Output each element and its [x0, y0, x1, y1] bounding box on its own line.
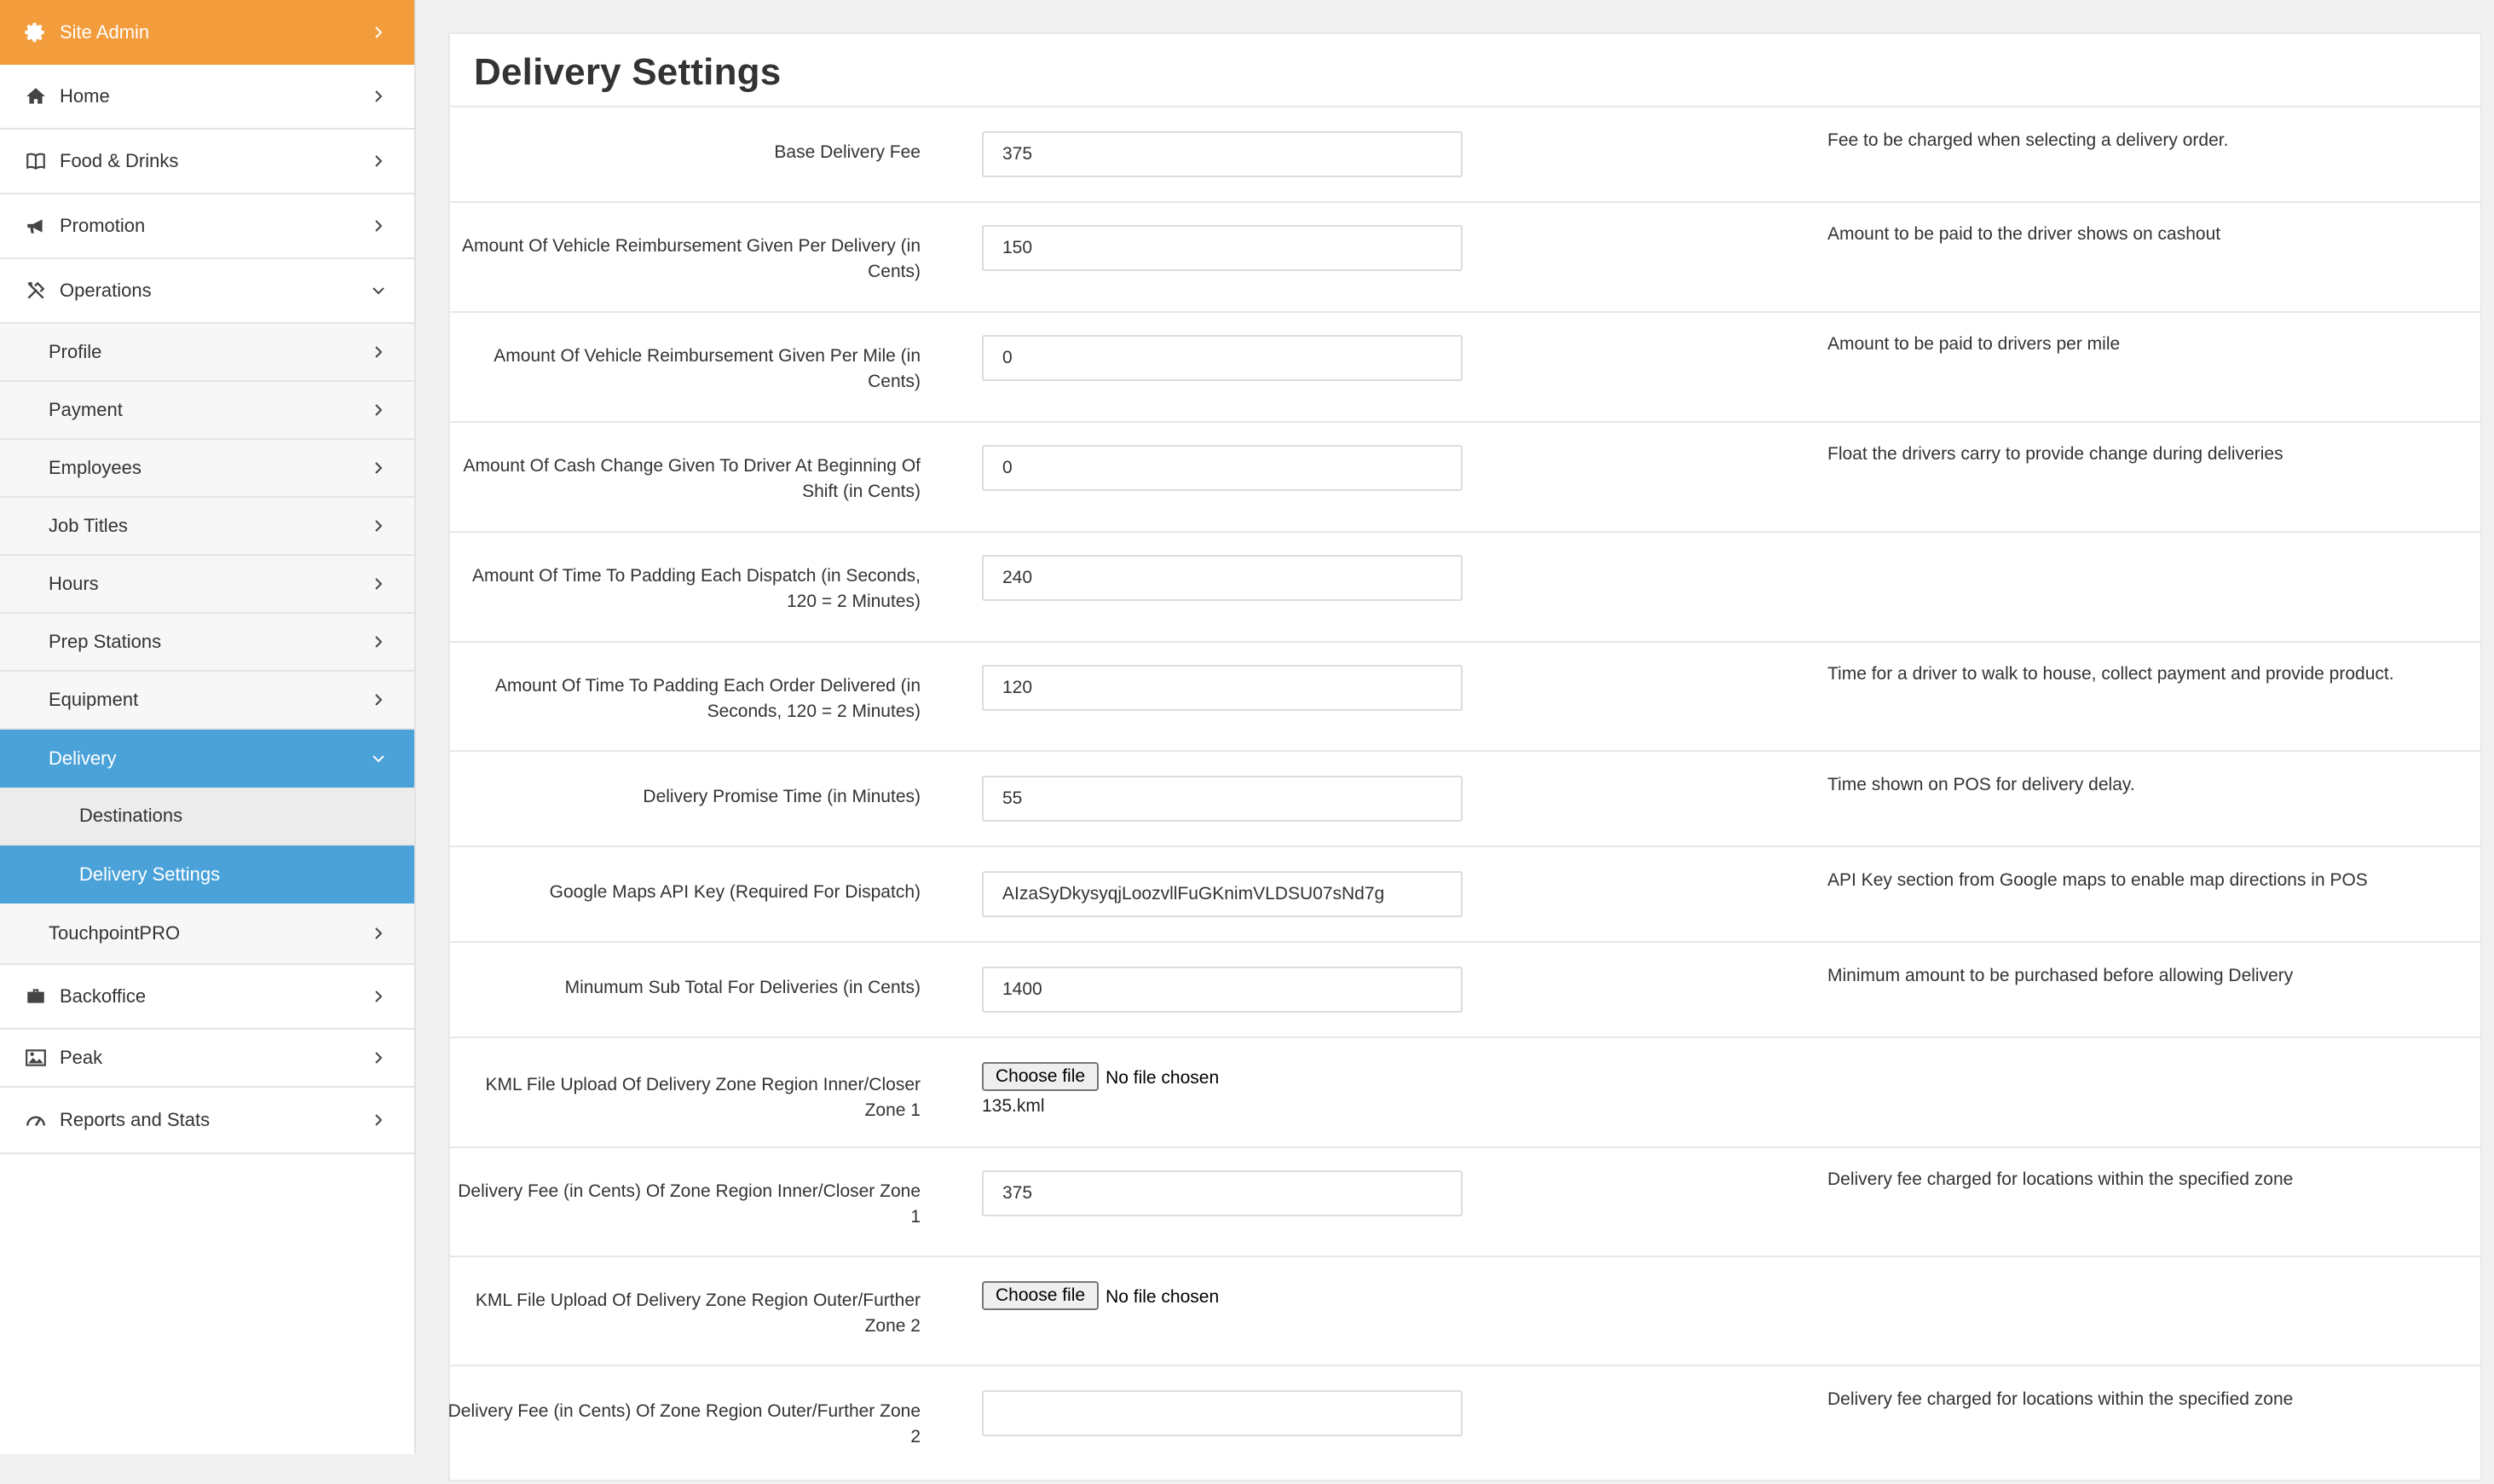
sidebar-item-label: Hours [49, 573, 99, 594]
sidebar-item-hours[interactable] [0, 556, 414, 614]
choose-file-button[interactable]: Choose file [982, 1062, 1099, 1091]
chevron-right-icon [368, 923, 389, 944]
file-upload-zone-1 [982, 1062, 1219, 1117]
sidebar-item-label: Backoffice [60, 985, 147, 1007]
megaphone-icon [24, 214, 48, 238]
chevron-right-icon [368, 400, 389, 420]
sidebar-item-label: Peak [60, 1047, 103, 1068]
sidebar-item-label: Destinations [79, 805, 183, 826]
vehicle-reimbursement-mile-input[interactable] [982, 335, 1463, 381]
sidebar-item-home[interactable] [0, 65, 414, 130]
setting-label: Amount Of Vehicle Reimbursement Given Per Mile (in Cents) [494, 346, 921, 391]
setting-help: API Key section from Google maps to enable map directions in POS [1827, 870, 2368, 890]
setting-row-zone-2-fee [447, 1365, 2480, 1484]
setting-label: Amount Of Cash Change Given To Driver At Beginning Of Shift (in Cents) [463, 456, 921, 501]
file-status: No file chosen [1106, 1067, 1220, 1088]
chevron-right-icon [368, 1048, 389, 1068]
setting-help: Minimum amount to be purchased before allowing Delivery [1827, 966, 2294, 985]
setting-label: Amount Of Time To Padding Each Dispatch (in Seconds, 120 = 2 Minutes) [471, 566, 921, 611]
setting-row-kml-zone-1 [450, 1036, 2480, 1146]
setting-help: Delivery fee charged for locations within the specified zone [1827, 1389, 2294, 1409]
setting-help: Amount to be paid to the driver shows on cashout [1827, 224, 2221, 244]
setting-label: Amount Of Time To Padding Each Order Delivered (in Seconds, 120 = 2 Minutes) [494, 676, 921, 721]
setting-label: Minumum Sub Total For Deliveries (in Cents) [564, 978, 921, 997]
chevron-down-icon [368, 280, 389, 301]
chevron-right-icon [368, 690, 389, 710]
sidebar-item-peak[interactable] [0, 1030, 414, 1088]
vehicle-reimbursement-delivery-input[interactable] [982, 225, 1463, 271]
sidebar-item-prep-stations[interactable] [0, 614, 414, 672]
setting-label: KML File Upload Of Delivery Zone Region Inner/Closer Zone 1 [485, 1075, 921, 1120]
setting-row-vehicle-reimbursement-delivery [450, 201, 2480, 311]
setting-label: Google Maps API Key (Required For Dispatch) [549, 882, 921, 902]
sidebar-item-job-titles[interactable] [0, 498, 414, 556]
sidebar-item-label: Site Admin [60, 21, 150, 43]
chevron-right-icon [368, 1110, 389, 1130]
setting-help: Amount to be paid to drivers per mile [1827, 334, 2121, 354]
dispatch-padding-input[interactable] [982, 555, 1463, 601]
file-upload-zone-2 [982, 1281, 1219, 1310]
sidebar-item-food-drinks[interactable] [0, 130, 414, 194]
setting-row-vehicle-reimbursement-mile [450, 311, 2480, 421]
setting-help: Delivery fee charged for locations within the specified zone [1827, 1169, 2294, 1189]
promise-time-input[interactable] [982, 776, 1463, 822]
setting-label: Delivery Fee (in Cents) Of Zone Region Inner/Closer Zone 1 [458, 1181, 921, 1227]
sidebar-item-label: Food & Drinks [60, 150, 179, 171]
sidebar-item-label: Promotion [60, 215, 146, 236]
sidebar-item-label: Job Titles [49, 515, 128, 536]
setting-label: Base Delivery Fee [774, 142, 921, 162]
sidebar-item-equipment[interactable] [0, 672, 414, 730]
setting-row-order-padding [450, 641, 2480, 750]
sidebar-item-employees[interactable] [0, 440, 414, 498]
sidebar-item-label: Delivery [49, 748, 117, 769]
setting-help: Time for a driver to walk to house, collect payment and provide product. [1827, 664, 2394, 684]
sidebar-item-label: Profile [49, 341, 102, 362]
setting-row-kml-zone-2 [450, 1256, 2480, 1365]
order-padding-input[interactable] [982, 665, 1463, 711]
base-delivery-fee-input[interactable] [982, 131, 1463, 177]
chevron-right-icon [368, 86, 389, 107]
sidebar [0, 0, 416, 1454]
sidebar-item-label: Home [60, 85, 110, 107]
chevron-down-icon [368, 748, 389, 769]
briefcase-icon [24, 985, 48, 1008]
zone-1-fee-input[interactable] [982, 1170, 1463, 1216]
sidebar-item-promotion[interactable] [0, 194, 414, 259]
sidebar-item-label: Reports and Stats [60, 1109, 211, 1130]
chevron-right-icon [368, 458, 389, 478]
zone-2-fee-input[interactable] [982, 1390, 1463, 1436]
setting-help: Float the drivers carry to provide change during deliveries [1827, 444, 2283, 464]
chevron-right-icon [368, 216, 389, 236]
sidebar-item-delivery[interactable] [0, 730, 414, 788]
sidebar-item-profile[interactable] [0, 324, 414, 382]
current-file-name: 135.kml [982, 1096, 1045, 1116]
choose-file-button[interactable]: Choose file [982, 1281, 1099, 1310]
setting-help: Time shown on POS for delivery delay. [1827, 775, 2135, 794]
sidebar-item-destinations[interactable] [0, 788, 414, 846]
setting-row-promise-time [450, 750, 2480, 846]
gauge-icon [24, 1108, 48, 1132]
chevron-right-icon [368, 632, 389, 652]
sidebar-item-label: TouchpointPRO [49, 922, 181, 944]
image-icon [24, 1046, 48, 1070]
file-status: No file chosen [1106, 1286, 1220, 1307]
book-icon [24, 149, 48, 173]
setting-label: Delivery Fee (in Cents) Of Zone Region Outer/Further Zone 2 [447, 1401, 921, 1446]
chevron-right-icon [368, 516, 389, 536]
sidebar-item-label: Prep Stations [49, 631, 162, 652]
tools-icon [24, 279, 48, 303]
setting-label: KML File Upload Of Delivery Zone Region Outer/Further Zone 2 [475, 1291, 921, 1336]
setting-label: Amount Of Vehicle Reimbursement Given Per Delivery (in Cents) [461, 236, 921, 281]
sidebar-item-reports-stats[interactable] [0, 1088, 414, 1154]
sidebar-item-touchpointpro[interactable] [0, 904, 414, 965]
home-icon [24, 84, 48, 108]
page-title: Delivery Settings [474, 51, 782, 93]
sidebar-item-operations[interactable] [0, 259, 414, 324]
sidebar-item-site-admin[interactable] [0, 0, 414, 65]
setting-label: Delivery Promise Time (in Minutes) [643, 787, 921, 806]
setting-row-zone-1-fee [450, 1146, 2480, 1256]
setting-row-minimum-subtotal [450, 941, 2480, 1036]
gear-icon [24, 20, 48, 44]
chevron-right-icon [368, 574, 389, 594]
setting-row-google-maps-key [450, 846, 2480, 941]
sidebar-item-label: Equipment [49, 689, 139, 710]
setting-row-base-delivery-fee [450, 106, 2480, 201]
chevron-right-icon [368, 151, 389, 171]
setting-row-cash-change [450, 421, 2480, 531]
sidebar-item-backoffice[interactable] [0, 965, 414, 1030]
settings-panel [448, 32, 2482, 1481]
sidebar-item-label: Operations [60, 280, 152, 301]
sidebar-item-label: Payment [49, 399, 123, 420]
sidebar-item-label: Employees [49, 457, 141, 478]
google-maps-api-key-input[interactable] [982, 871, 1463, 917]
sidebar-item-payment[interactable] [0, 382, 414, 440]
sidebar-item-label: Delivery Settings [79, 863, 221, 885]
setting-row-dispatch-padding [450, 531, 2480, 641]
chevron-right-icon [368, 22, 389, 43]
sidebar-item-delivery-settings[interactable] [0, 846, 414, 904]
setting-help: Fee to be charged when selecting a delivery order. [1827, 130, 2229, 150]
chevron-right-icon [368, 342, 389, 362]
minimum-subtotal-input[interactable] [982, 967, 1463, 1013]
chevron-right-icon [368, 986, 389, 1007]
cash-change-input[interactable] [982, 445, 1463, 491]
